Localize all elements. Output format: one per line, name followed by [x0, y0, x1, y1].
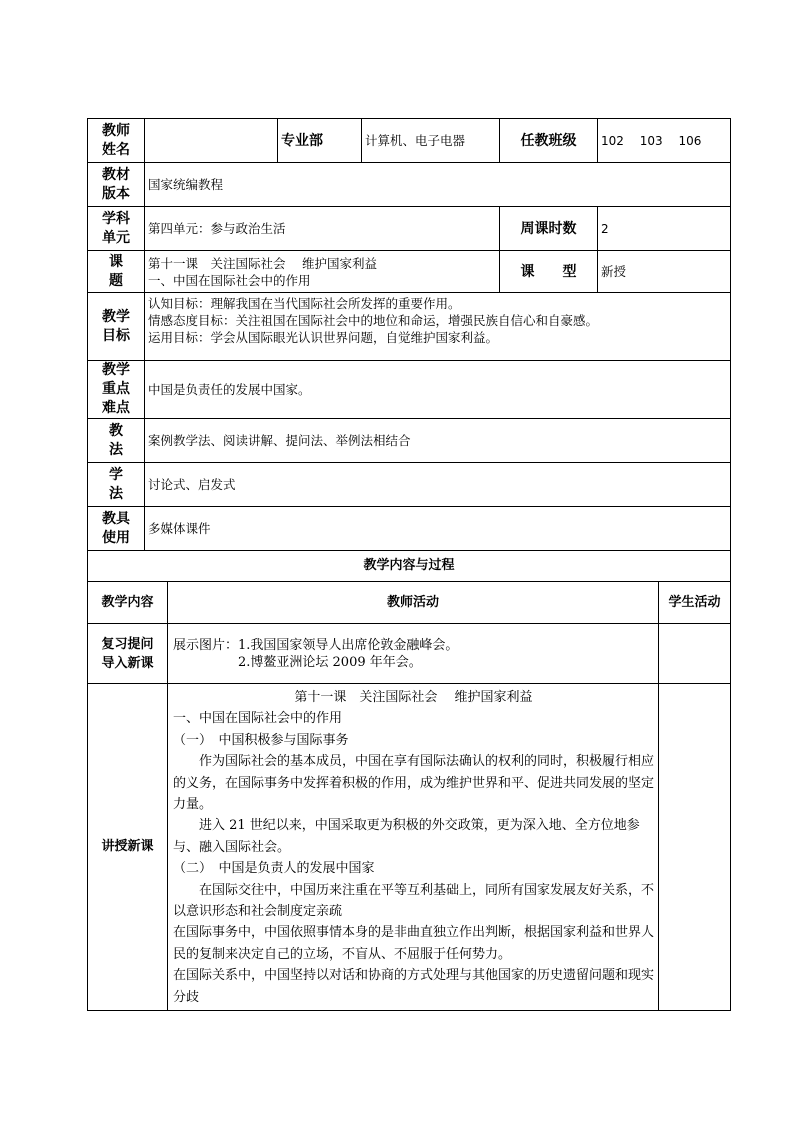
col-content-header: 教学内容 [88, 582, 168, 624]
tools-value: 多媒体课件 [145, 507, 731, 551]
classes-value: 102 103 106 [598, 119, 731, 163]
weekly-hours-label: 周课时数 [500, 207, 598, 251]
study-value: 讨论式、启发式 [145, 463, 731, 507]
new-lesson-row [88, 684, 731, 1011]
lesson-paragraph: 作为国际社会的基本成员，中国在享有国际法确认的权利的同时，积极履行相应的义务，在国际事务中发挥着积极的作用，成为维护世界和平、促进共同发展的坚定力量。 [173, 754, 655, 813]
unit-value: 第四单元：参与政治生活 [145, 207, 500, 251]
process-header-row [88, 582, 731, 624]
study-row [88, 463, 731, 507]
lesson-paragraph: 在国际交往中，中国历来注重在平等互利基础上，同所有国家发展友好关系，不以意识形态和社会制度定亲疏 [173, 882, 655, 920]
lesson-paragraph: （一） 中国积极参与国际事务 [173, 732, 349, 748]
textbook-label: 教材 版本 [88, 163, 145, 207]
tools-row [88, 507, 731, 551]
review-line-2: 2.博鳌亚洲论坛 2009 年年会。 [173, 654, 422, 670]
new-lesson-label: 讲授新课 [88, 684, 168, 1011]
study-label: 学 法 [88, 463, 145, 507]
new-lesson-student-activity [659, 684, 731, 1011]
process-table [87, 551, 731, 1011]
review-student-activity [659, 624, 731, 684]
classes-label: 任教班级 [500, 119, 598, 163]
new-lesson-paragraphs [173, 708, 654, 1008]
objectives-label: 教学 目标 [88, 293, 145, 361]
lesson-paragraph: 进入 21 世纪以来，中国采取更为积极的外交政策，更为深入地、全方位地参与、融入国际社会。 [173, 818, 640, 855]
objectives-row [88, 293, 731, 361]
review-line-1: 展示图片：1.我国国家领导人出席伦敦金融峰会。 [173, 637, 459, 653]
lesson-paragraph: 在国际事务中，中国依照事情本身的是非曲直独立作出判断，根据国家利益和世界人民的复制来决定自己的立场，不盲从、不屈服于任何势力。 [173, 925, 655, 962]
tools-label: 教具 使用 [88, 507, 145, 551]
department-value: 计算机、电子电器 [362, 119, 500, 163]
method-value: 案例教学法、阅读讲解、提问法、举例法相结合 [145, 419, 731, 463]
unit-label: 学科 单元 [88, 207, 145, 251]
col-teacher-header: 教师活动 [168, 582, 659, 624]
unit-row [88, 207, 731, 251]
process-title-row [88, 551, 731, 582]
topic-label: 课 题 [88, 251, 145, 293]
objective-item: 运用目标：学会从国际眼光认识世界问题，自觉维护国家利益。 [148, 330, 499, 345]
textbook-row [88, 163, 731, 207]
key-points-value: 中国是负责任的发展中国家。 [145, 361, 731, 419]
department-label: 专业部 [278, 119, 362, 163]
review-row [88, 624, 731, 684]
lesson-paragraph: （二） 中国是负责人的发展中国家 [173, 861, 375, 877]
objectives-value [145, 293, 731, 361]
teacher-name-label: 教师 姓名 [88, 119, 145, 163]
new-lesson-content [168, 684, 659, 1011]
method-label: 教 法 [88, 419, 145, 463]
lesson-type-label: 课 型 [500, 251, 598, 293]
key-points-label: 教学 重点 难点 [88, 361, 145, 419]
key-points-row [88, 361, 731, 419]
lesson-type-value: 新授 [598, 251, 731, 293]
topic-row [88, 251, 731, 293]
lesson-plan-page [87, 118, 730, 1011]
teacher-row [88, 119, 731, 163]
review-label: 复习提问 导入新课 [88, 624, 168, 684]
textbook-value: 国家统编教程 [145, 163, 731, 207]
topic-line-1: 第十一课 关注国际社会 维护国家利益 [148, 255, 377, 271]
lesson-paragraph: 在国际关系中，中国坚持以对话和协商的方式处理与其他国家的历史遗留问题和现实分歧 [173, 968, 655, 1005]
review-content [168, 624, 659, 684]
lesson-info-table [87, 118, 731, 551]
objective-item: 认知目标：理解我国在当代国际社会所发挥的重要作用。 [148, 296, 461, 311]
weekly-hours-value: 2 [598, 207, 731, 251]
method-row [88, 419, 731, 463]
teacher-name-value [145, 119, 278, 163]
topic-value [145, 251, 500, 293]
lesson-paragraph: 一、中国在国际社会中的作用 [173, 711, 343, 727]
new-lesson-title: 第十一课 关注国际社会 维护国家利益 [294, 690, 533, 705]
objective-item: 情感态度目标：关注祖国在国际社会中的地位和命运，增强民族自信心和自豪感。 [148, 313, 599, 328]
col-student-header: 学生活动 [659, 582, 731, 624]
topic-line-2: 一、中国在国际社会中的作用 [148, 272, 311, 288]
section-title: 教学内容与过程 [88, 551, 731, 582]
